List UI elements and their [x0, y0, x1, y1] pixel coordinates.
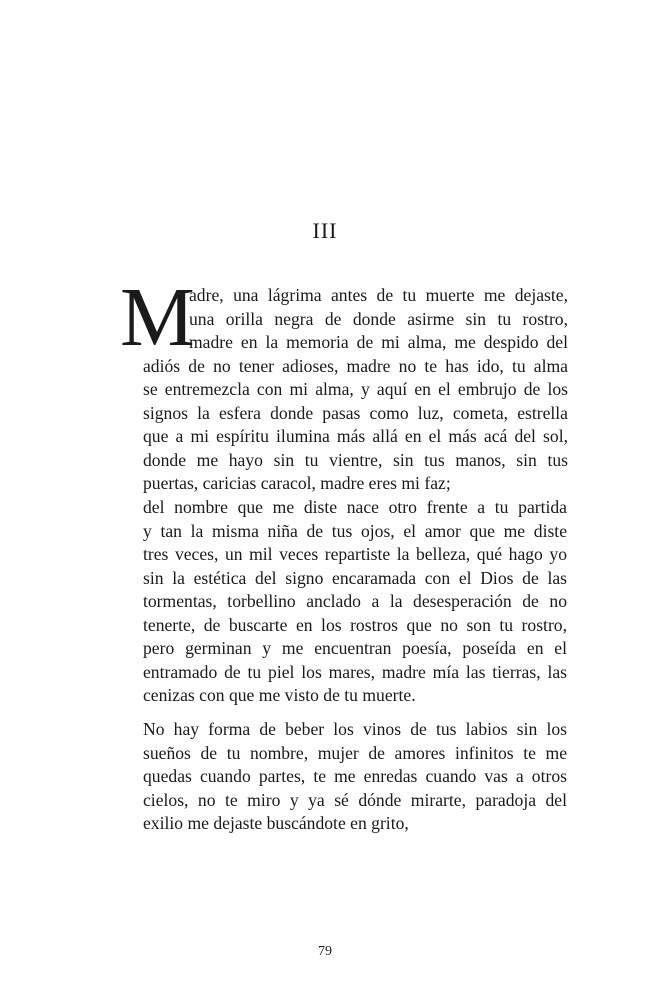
page-number: 79	[318, 944, 332, 959]
text-line: sin la estética del signo encaramada con el Dios de las	[143, 567, 567, 588]
text-line: tenerte, de buscarte en los rostros que no son tu rostro,	[143, 614, 567, 635]
text-line: adre, una lágrima antes de tu muerte me dejaste,	[189, 285, 568, 305]
text-line: sueños de tu nombre, mujer de amores infinitos te me	[143, 742, 567, 763]
text-line: No hay forma de beber los vinos de tus labios sin los	[143, 719, 567, 739]
text-line: signos la esfera donde pasas como luz, cometa, estrella	[143, 402, 568, 423]
text-line: del nombre que me diste nace otro frente a tu partida	[143, 497, 567, 517]
chapter-title: III	[312, 218, 338, 243]
paragraph-1	[122, 284, 568, 496]
text-line: puertas, caricias caracol, madre eres mi faz;	[143, 473, 451, 493]
text-line: cielos, no te miro y ya sé dónde mirarte, paradoja del	[143, 789, 567, 810]
text-line: que a mi espíritu ilumina más allá en el más acá del sol,	[143, 426, 568, 446]
text-line: madre en la memoria de mi alma, me despido del	[189, 332, 568, 352]
text-line: una orilla negra de donde asirme sin tu rostro,	[189, 308, 568, 329]
text-line: tres veces, un mil veces repartiste la belleza, qué hago yo	[143, 544, 567, 564]
text-line: y tan la misma niña de tus ojos, el amor que me diste	[143, 520, 567, 541]
drop-cap: M	[120, 271, 195, 364]
text-line: cenizas con que me visto de tu muerte.	[143, 685, 416, 705]
text-line: exilio me dejaste buscándote en grito,	[143, 813, 409, 833]
text-line: tormentas, torbellino anclado a la desesperación de no	[143, 591, 567, 611]
paragraph-3	[143, 718, 567, 836]
text-line: donde me hayo sin tu vientre, sin tus manos, sin tus	[143, 449, 568, 470]
text-line: se entremezcla con mi alma, y aquí en el embrujo de los	[143, 379, 568, 399]
text-line: adiós de no tener adioses, madre no te has ido, tu alma	[143, 355, 568, 376]
text-line: quedas cuando partes, te me enredas cuando vas a otros	[143, 766, 567, 786]
paragraph-2	[143, 496, 567, 708]
text-line: pero germinan y me encuentran poesía, poseída en el	[143, 638, 567, 658]
text-line: entramado de tu piel los mares, madre mía las tierras, las	[143, 661, 567, 682]
